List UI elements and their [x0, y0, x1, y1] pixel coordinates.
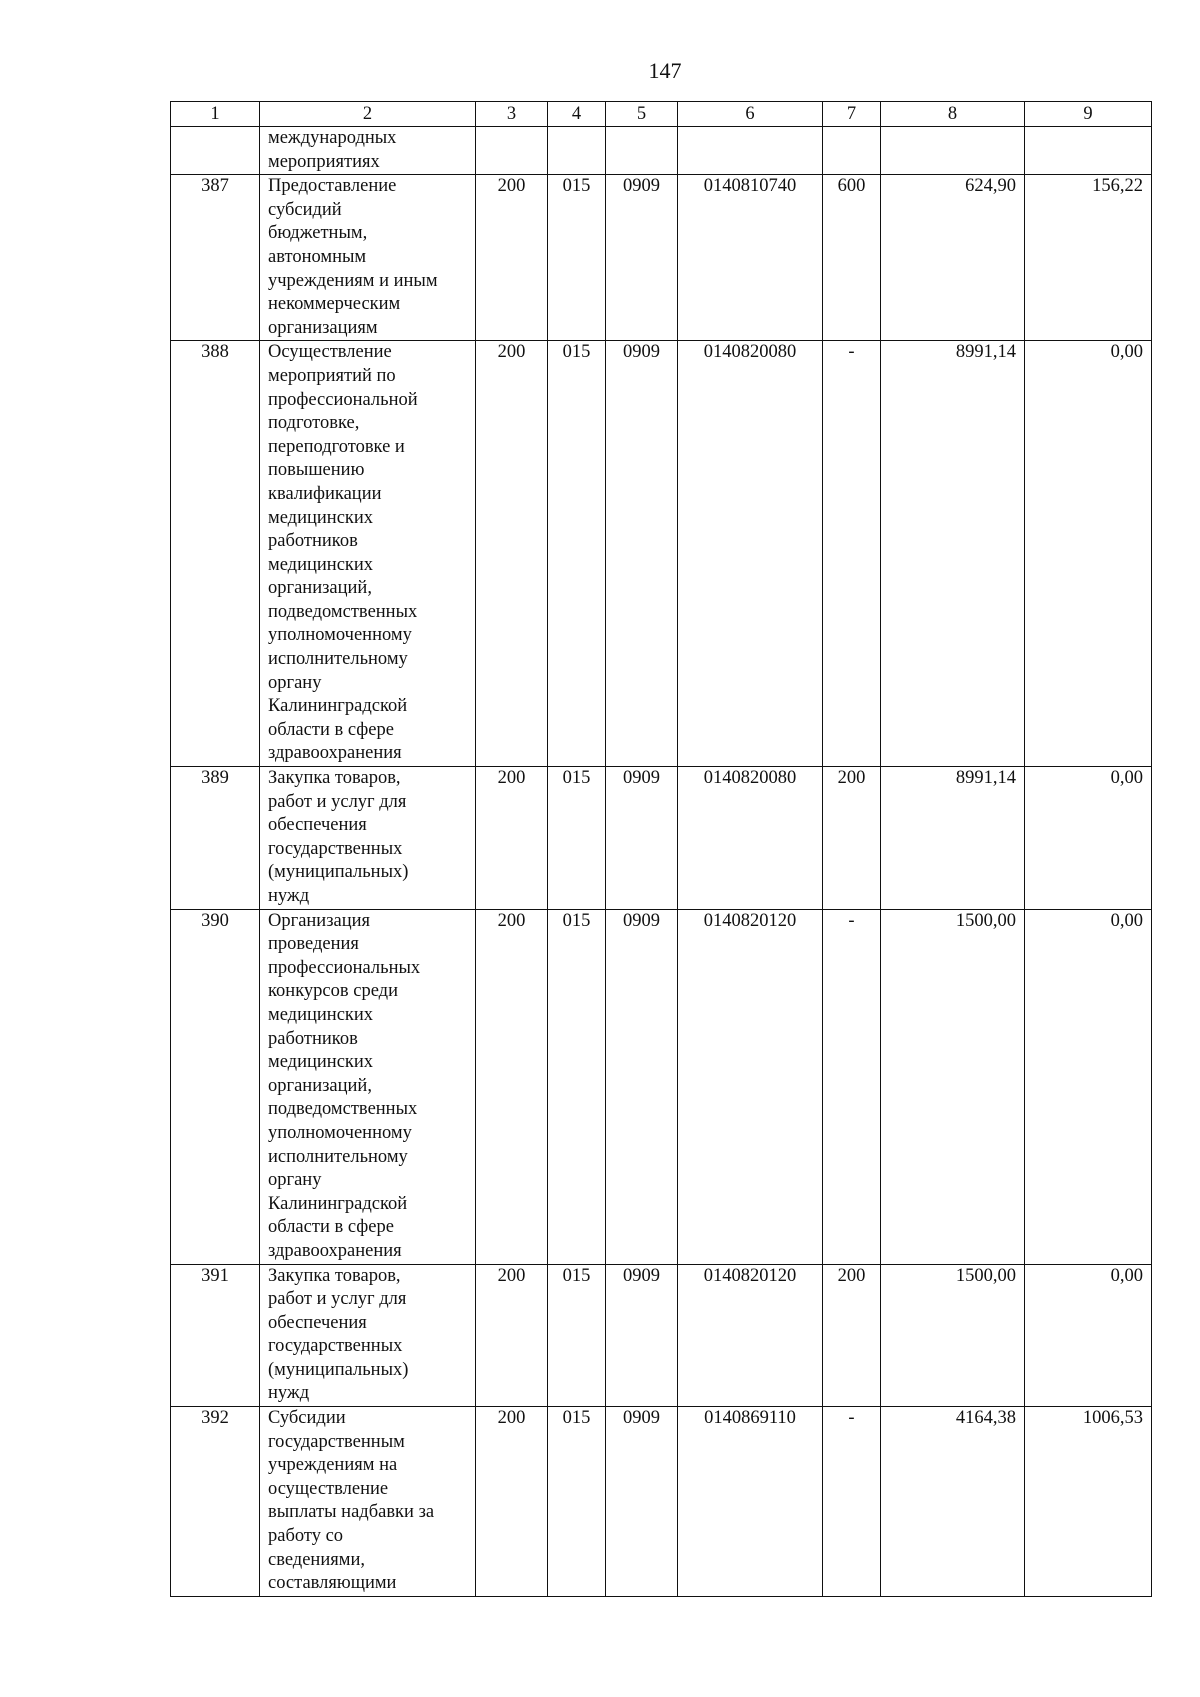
cell-col3: 200 — [476, 767, 548, 910]
cell-col3 — [476, 127, 548, 175]
description-line: некоммерческим — [268, 294, 401, 315]
description-line: исполнительному — [268, 1146, 408, 1167]
description-line: работ и услуг для — [268, 791, 407, 812]
cell-col9: 0,00 — [1025, 909, 1152, 1264]
description-line: мероприятий по — [268, 365, 396, 386]
cell-col7: - — [823, 909, 881, 1264]
row-number: 389 — [171, 767, 260, 910]
cell-col3: 200 — [476, 341, 548, 767]
description-line: Закупка товаров, — [268, 1265, 401, 1286]
description-line: органу — [268, 1170, 322, 1191]
cell-col4: 015 — [548, 175, 606, 341]
description-line: медицинских — [268, 554, 374, 575]
description-line: Калининградской — [268, 1193, 408, 1214]
cell-col3: 200 — [476, 175, 548, 341]
cell-col5: 0909 — [606, 1407, 678, 1597]
description-line: области в сфере — [268, 1217, 394, 1238]
cell-col5: 0909 — [606, 341, 678, 767]
description-line: профессиональных — [268, 957, 421, 978]
description-line: уполномоченному — [268, 1122, 412, 1143]
description-line: государственных — [268, 838, 403, 859]
description-line: обеспечения — [268, 1312, 367, 1333]
description-line: учреждениям на — [268, 1455, 398, 1476]
description-line: выплаты надбавки за — [268, 1502, 435, 1523]
row-description — [260, 909, 476, 1264]
column-header: 8 — [881, 102, 1025, 127]
cell-col4: 015 — [548, 909, 606, 1264]
description-line: работников — [268, 531, 358, 552]
cell-col8 — [881, 127, 1025, 175]
cell-col4: 015 — [548, 1407, 606, 1597]
cell-col3: 200 — [476, 909, 548, 1264]
description-line: медицинских — [268, 1004, 374, 1025]
cell-col7 — [823, 127, 881, 175]
row-number: 387 — [171, 175, 260, 341]
cell-col7: 200 — [823, 767, 881, 910]
column-header: 6 — [678, 102, 823, 127]
description-line: (муниципальных) — [268, 862, 409, 883]
description-line: осуществление — [268, 1478, 389, 1499]
column-header: 7 — [823, 102, 881, 127]
description-line: государственным — [268, 1431, 405, 1452]
description-line: (муниципальных) — [268, 1359, 409, 1380]
row-description — [260, 127, 476, 175]
description-line: субсидий — [268, 199, 342, 220]
cell-col5: 0909 — [606, 1264, 678, 1407]
cell-col8: 1500,00 — [881, 909, 1025, 1264]
page-number: 147 — [648, 58, 682, 83]
cell-col6: 0140820120 — [678, 1264, 823, 1407]
cell-col7: - — [823, 341, 881, 767]
description-line: уполномоченному — [268, 625, 412, 646]
column-header: 5 — [606, 102, 678, 127]
table-row — [171, 767, 1152, 910]
description-line: области в сфере — [268, 719, 394, 740]
cell-col8: 1500,00 — [881, 1264, 1025, 1407]
row-number: 392 — [171, 1407, 260, 1597]
budget-table — [170, 101, 1152, 1597]
column-header: 4 — [548, 102, 606, 127]
cell-col9: 1006,53 — [1025, 1407, 1152, 1597]
description-line: Калининградской — [268, 696, 408, 717]
cell-col5: 0909 — [606, 909, 678, 1264]
description-line: работников — [268, 1028, 358, 1049]
row-number: 388 — [171, 341, 260, 767]
description-line: организаций, — [268, 578, 372, 599]
table-row — [171, 341, 1152, 767]
description-line: конкурсов среди — [268, 981, 398, 1002]
cell-col6: 0140869110 — [678, 1407, 823, 1597]
description-line: бюджетным, — [268, 223, 368, 244]
row-number: 391 — [171, 1264, 260, 1407]
row-number: 390 — [171, 909, 260, 1264]
row-description — [260, 175, 476, 341]
table-row — [171, 1264, 1152, 1407]
description-line: государственных — [268, 1336, 403, 1357]
cell-col9 — [1025, 127, 1152, 175]
cell-col3: 200 — [476, 1264, 548, 1407]
cell-col8: 8991,14 — [881, 341, 1025, 767]
description-line: подведомственных — [268, 601, 418, 622]
cell-col9: 0,00 — [1025, 767, 1152, 910]
description-line: составляющими — [268, 1573, 397, 1594]
description-line: исполнительному — [268, 649, 408, 670]
row-number — [171, 127, 260, 175]
header-row — [171, 102, 1152, 127]
description-line: органу — [268, 672, 322, 693]
column-header: 3 — [476, 102, 548, 127]
description-line: здравоохранения — [268, 1240, 402, 1261]
description-line: мероприятиях — [268, 151, 380, 172]
table-row — [171, 909, 1152, 1264]
table-row — [171, 127, 1152, 175]
description-line: работу со — [268, 1526, 344, 1547]
column-header: 9 — [1025, 102, 1152, 127]
description-line: автономным — [268, 246, 367, 267]
row-description — [260, 1264, 476, 1407]
table-row — [171, 175, 1152, 341]
description-line: профессиональной — [268, 389, 418, 410]
description-line: подготовке, — [268, 413, 360, 434]
column-header: 1 — [171, 102, 260, 127]
description-line: квалификации — [268, 483, 382, 504]
cell-col6: 0140810740 — [678, 175, 823, 341]
cell-col5: 0909 — [606, 767, 678, 910]
description-line: нужд — [268, 1383, 310, 1404]
cell-col6 — [678, 127, 823, 175]
description-line: подведомственных — [268, 1099, 418, 1120]
description-line: организаций, — [268, 1075, 372, 1096]
cell-col8: 624,90 — [881, 175, 1025, 341]
description-line: Закупка товаров, — [268, 768, 401, 789]
cell-col9: 0,00 — [1025, 1264, 1152, 1407]
description-line: международных — [268, 128, 397, 148]
cell-col4 — [548, 127, 606, 175]
cell-col4: 015 — [548, 767, 606, 910]
cell-col6: 0140820080 — [678, 341, 823, 767]
cell-col7: 200 — [823, 1264, 881, 1407]
row-description — [260, 341, 476, 767]
description-line: Субсидии — [268, 1408, 346, 1429]
cell-col9: 156,22 — [1025, 175, 1152, 341]
description-line: нужд — [268, 886, 310, 906]
cell-col6: 0140820080 — [678, 767, 823, 910]
cell-col7: - — [823, 1407, 881, 1597]
description-line: Организация — [268, 910, 371, 931]
cell-col6: 0140820120 — [678, 909, 823, 1264]
cell-col7: 600 — [823, 175, 881, 341]
description-line: проведения — [268, 934, 359, 955]
row-description — [260, 1407, 476, 1597]
table-body — [171, 127, 1152, 1597]
cell-col8: 4164,38 — [881, 1407, 1025, 1597]
description-line: медицинских — [268, 1052, 374, 1073]
cell-col4: 015 — [548, 341, 606, 767]
column-header: 2 — [260, 102, 476, 127]
cell-col9: 0,00 — [1025, 341, 1152, 767]
description-line: Предоставление — [268, 176, 397, 197]
description-line: работ и услуг для — [268, 1289, 407, 1310]
description-line: переподготовке и — [268, 436, 405, 457]
description-line: повышению — [268, 460, 365, 481]
description-line: организациям — [268, 317, 378, 338]
description-line: обеспечения — [268, 815, 367, 836]
cell-col5: 0909 — [606, 175, 678, 341]
cell-col4: 015 — [548, 1264, 606, 1407]
description-line: здравоохранения — [268, 743, 402, 764]
description-line: медицинских — [268, 507, 374, 528]
table-row — [171, 1407, 1152, 1597]
description-line: сведениями, — [268, 1549, 365, 1570]
description-line: Осуществление — [268, 342, 392, 363]
cell-col3: 200 — [476, 1407, 548, 1597]
description-line: учреждениям и иным — [268, 270, 438, 291]
cell-col8: 8991,14 — [881, 767, 1025, 910]
cell-col5 — [606, 127, 678, 175]
row-description — [260, 767, 476, 910]
